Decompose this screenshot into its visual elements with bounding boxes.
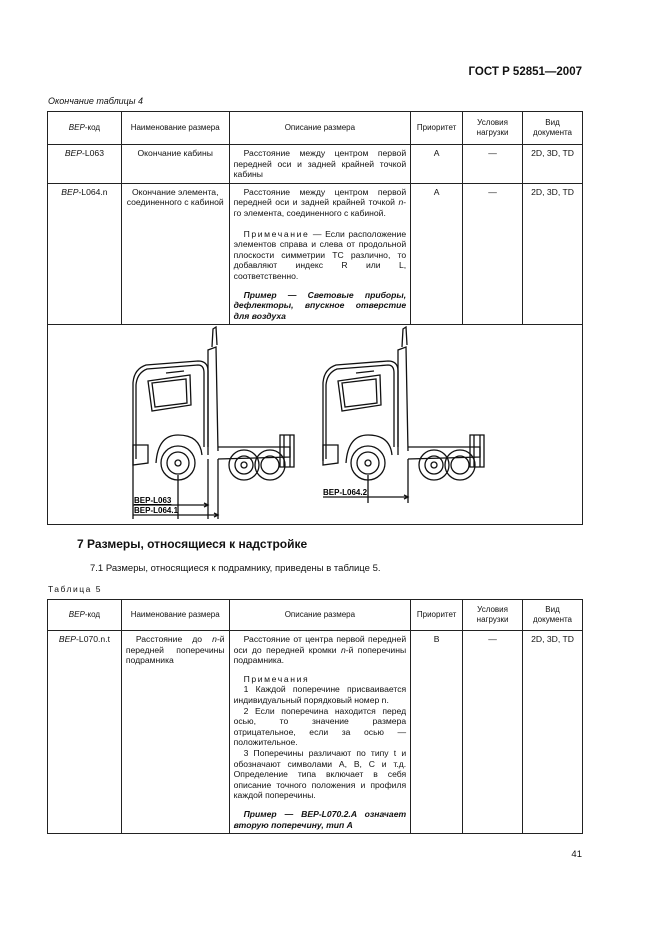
truck-figure xyxy=(48,325,582,524)
table5 xyxy=(47,599,583,834)
table-row xyxy=(48,145,583,184)
cell-code: BEP-L070.n.t xyxy=(48,631,122,834)
cell-name: Окончание кабины xyxy=(121,145,229,184)
cell-name: Окончание элемента, соединенного с кабиной xyxy=(121,183,229,325)
section-title: 7 Размеры, относящиеся к надстройке xyxy=(77,537,308,551)
dim-label-l063: BEP-L063 xyxy=(134,496,172,506)
figure-cell xyxy=(48,325,583,525)
col-header-priority: Приоритет xyxy=(411,600,463,631)
cell-desc: Расстояние от центра первой передней оси до передней кромки n-й поперечины подрамника. Примечания 1 Каждой поперечине присваивается индивидуальный порядковый номер n. 2 Если поперечина находится перед осью, то значение размера отрицательное, если за осью — положительное. 3 Поперечины различают по типу t и обозначают символами A, B, C и т.д. Определение типа включает в себя описание точного положения и профиля каждой поперечины. Пример — BEP-L070.2.A означает вторую поперечину, тип A xyxy=(229,631,411,834)
cell-load: — xyxy=(463,145,523,184)
cell-priority: B xyxy=(411,631,463,834)
dim-label-l064-2: BEP-L064.2 xyxy=(323,488,368,498)
page-number: 41 xyxy=(571,849,582,860)
cell-priority: A xyxy=(411,145,463,184)
col-header-name: Наименование размера xyxy=(121,112,229,145)
col-header-load: Условия нагрузки xyxy=(463,600,523,631)
col-header-name: Наименование размера xyxy=(121,600,229,631)
truck-right xyxy=(323,327,484,503)
table-row xyxy=(48,631,583,834)
col-header-doc: Вид документа xyxy=(523,112,583,145)
col-header-desc: Описание размера xyxy=(229,112,411,145)
cell-doc: 2D, 3D, TD xyxy=(523,145,583,184)
cell-doc: 2D, 3D, TD xyxy=(523,631,583,834)
col-header-doc: Вид документа xyxy=(523,600,583,631)
cell-doc: 2D, 3D, TD xyxy=(523,183,583,325)
cell-desc: Расстояние между центром первой передней оси и задней крайней точкой n-го элемента, соединенного с кабиной. Примечание — Если расположение элементов справа и слева от продольной плоскости симметрии ТС различно, то добавляют индекс R или L, соответственно. Пример — Световые приборы, дефлекторы, впускное отверстие для воздуха xyxy=(229,183,411,325)
table-row xyxy=(48,183,583,325)
table4 xyxy=(47,111,583,525)
section-paragraph: 7.1 Размеры, относящиеся к подрамнику, приведены в таблице 5. xyxy=(90,563,381,574)
cell-desc: Расстояние между центром первой передней оси и задней крайней точкой кабины xyxy=(229,145,411,184)
cell-priority: A xyxy=(411,183,463,325)
col-header-code: BEP-код xyxy=(48,600,122,631)
cell-name: Расстояние до n-й передней поперечины подрамника xyxy=(121,631,229,834)
cell-code: BEP-L063 xyxy=(48,145,122,184)
col-header-code: BEP-код xyxy=(48,112,122,145)
cell-code: BEP-L064.n xyxy=(48,183,122,325)
cell-load: — xyxy=(463,183,523,325)
table5-caption: Таблица 5 xyxy=(48,584,102,594)
col-header-priority: Приоритет xyxy=(411,112,463,145)
table4-caption: Окончание таблицы 4 xyxy=(48,96,143,106)
dim-label-l064-1: BEP-L064.1 xyxy=(134,506,179,516)
col-header-desc: Описание размера xyxy=(229,600,411,631)
truck-left xyxy=(133,327,294,519)
cell-load: — xyxy=(463,631,523,834)
figure-row xyxy=(48,325,583,525)
col-header-load: Условия нагрузки xyxy=(463,112,523,145)
document-header: ГОСТ Р 52851—2007 xyxy=(468,66,582,78)
